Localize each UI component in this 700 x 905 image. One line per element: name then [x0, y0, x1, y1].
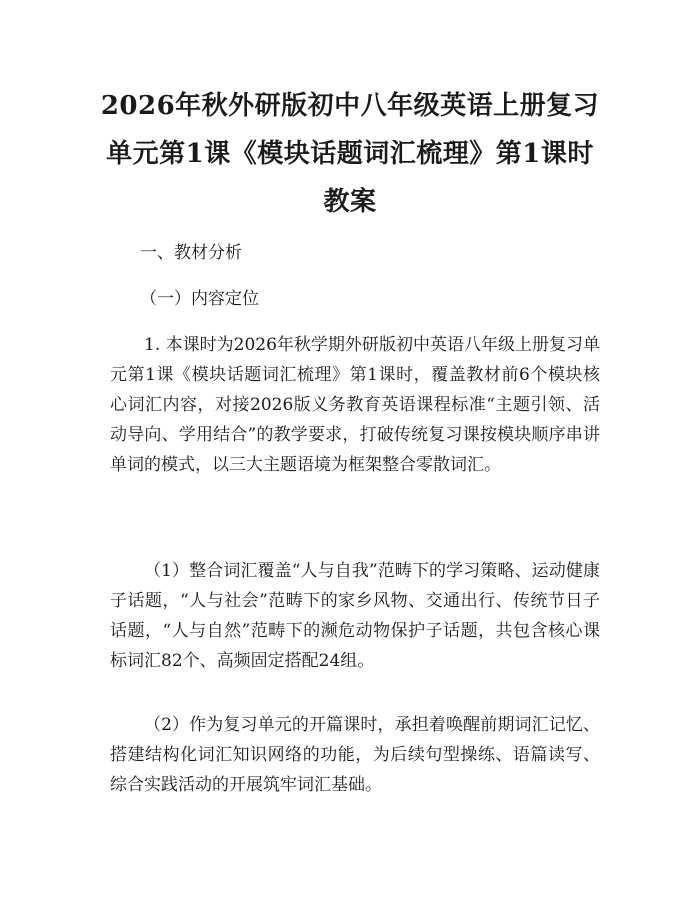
section-heading-textbook-analysis: 一、教材分析	[140, 243, 242, 263]
paragraph-lesson-overview: 1. 本课时为2026年秋学期外研版初中英语八年级上册复习单元第1课《模块话题词汇梳理》第1课时，覆盖教材前6个模块核心词汇内容，对接2026版义务教育英语课程标准“主题引领、活动导向、学用结合”的教学要求，打破传统复习课按模块顺序串讲单词的模式，以三大主题语境为框架整合零散词汇。	[110, 335, 600, 475]
document-title: 2026年秋外研版初中八年级英语上册复习单元第1课《模块话题词汇梳理》第1课时教案	[100, 91, 600, 217]
paragraph-vocabulary-coverage: （1）整合词汇覆盖“人与自我”范畴下的学习策略、运动健康子话题，“人与社会”范畴下的家乡风物、交通出行、传统节日子话题，“人与自然”范畴下的濒危动物保护子话题，共包含核心课标词汇82个、高频固定搭配24组。	[110, 561, 600, 671]
subsection-heading-content-positioning: （一）内容定位	[140, 289, 259, 309]
paragraph-unit-function: （2）作为复习单元的开篇课时，承担着唤醒前期词汇记忆、搭建结构化词汇知识网络的功能，为后续句型操练、语篇读写、综合实践活动的开展筑牢词汇基础。	[110, 715, 600, 795]
